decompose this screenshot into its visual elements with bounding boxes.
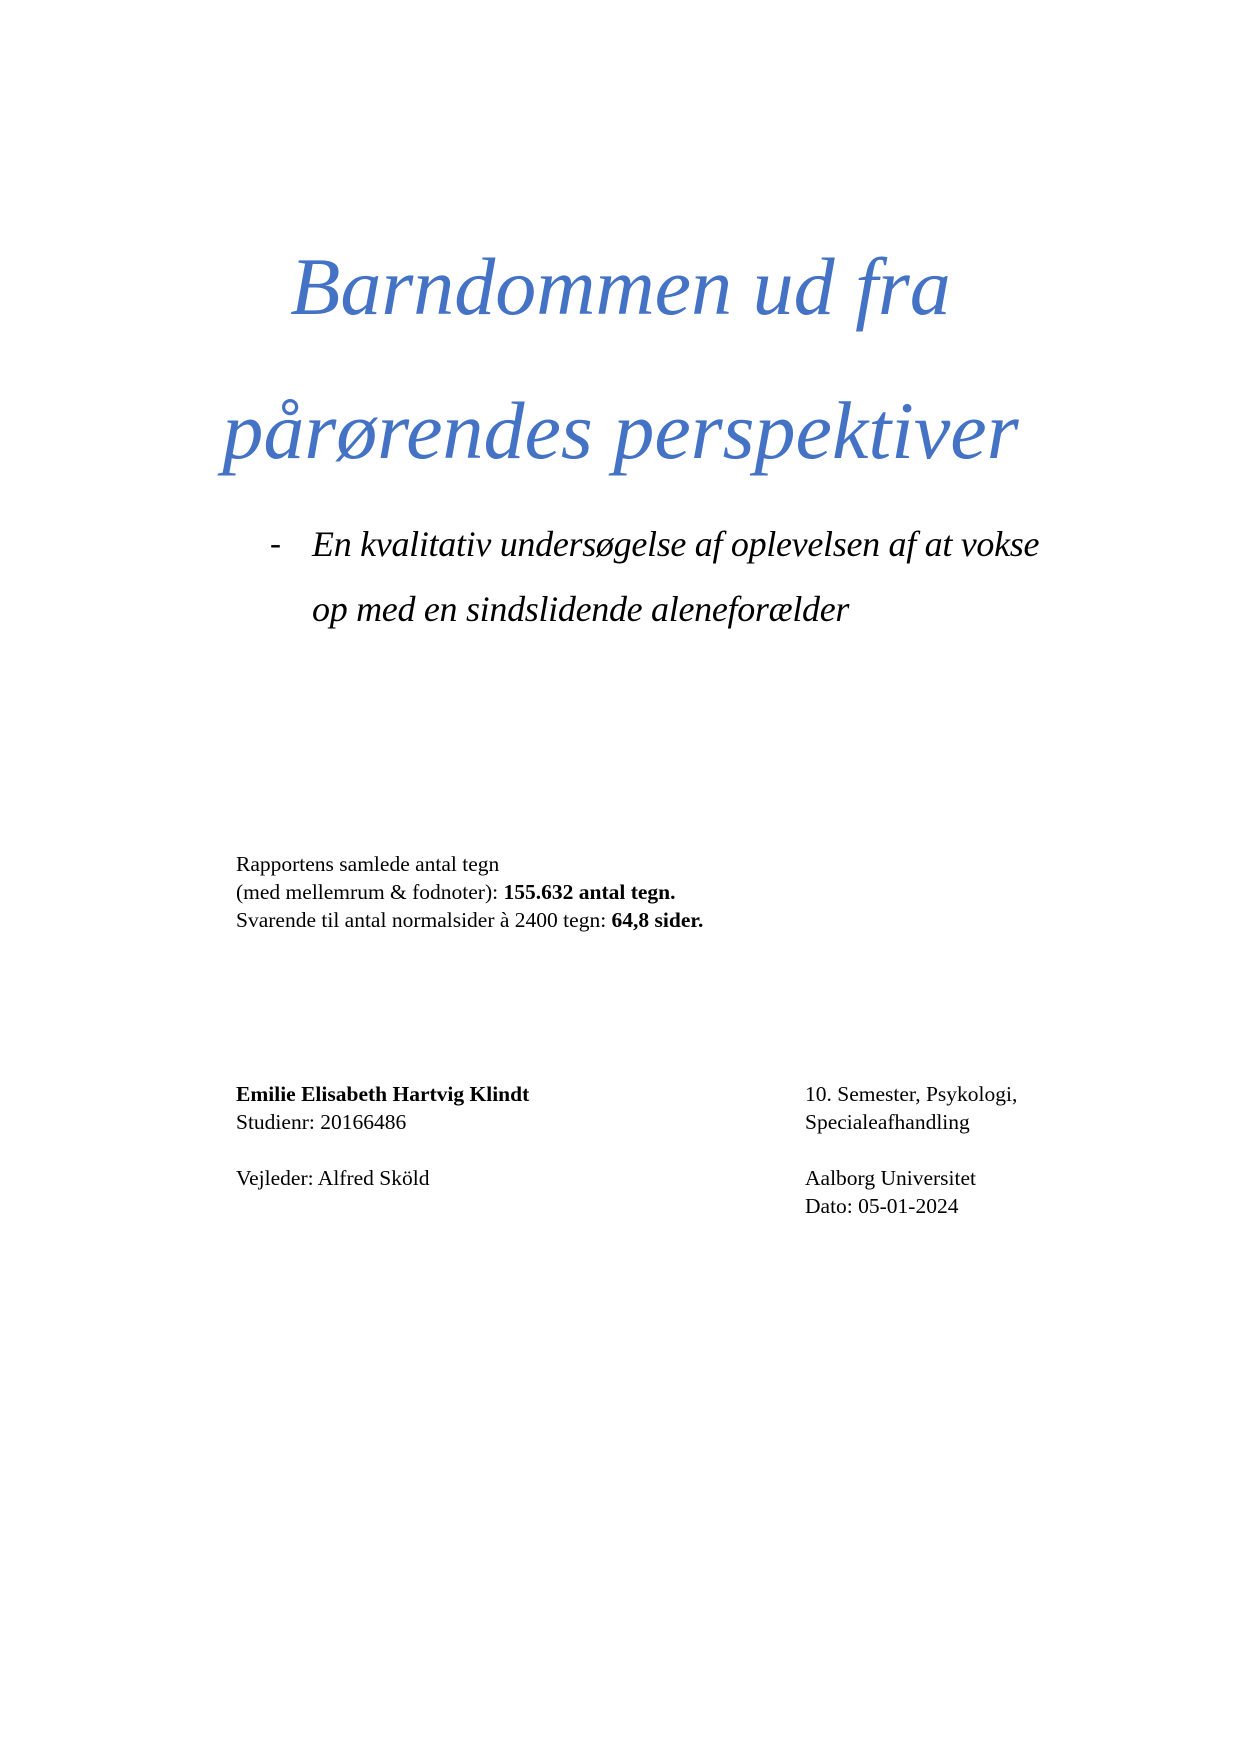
title-line-1: Barndommen ud fra bbox=[290, 241, 951, 332]
spacer bbox=[805, 1136, 1017, 1164]
character-count-block bbox=[236, 850, 703, 934]
info-block bbox=[805, 1080, 1017, 1220]
character-count-prefix: (med mellemrum & fodnoter): bbox=[236, 880, 504, 904]
date: Dato: 05-01-2024 bbox=[805, 1194, 959, 1218]
character-count-label: Rapportens samlede antal tegn bbox=[236, 852, 500, 876]
normal-pages-line bbox=[236, 906, 703, 934]
subtitle-line-1: En kvalitativ undersøgelse af oplevelsen af at vokse bbox=[312, 524, 1040, 564]
thesis-type: Specialeafhandling bbox=[805, 1110, 970, 1134]
supervisor: Vejleder: Alfred Sköld bbox=[236, 1166, 430, 1190]
author-block bbox=[236, 1080, 529, 1192]
author-name: Emilie Elisabeth Hartvig Klindt bbox=[236, 1082, 530, 1106]
character-count-line bbox=[236, 878, 703, 906]
normal-pages-value: 64,8 sider. bbox=[611, 908, 704, 932]
subtitle-line-2: op med en sindslidende aleneforælder bbox=[312, 589, 850, 629]
title-line-2: pårørendes perspektiver bbox=[222, 385, 1019, 476]
student-number: Studienr: 20166486 bbox=[236, 1110, 407, 1134]
semester: 10. Semester, Psykologi, bbox=[805, 1082, 1018, 1106]
character-count-value: 155.632 antal tegn. bbox=[503, 880, 676, 904]
university: Aalborg Universitet bbox=[805, 1166, 976, 1190]
spacer bbox=[236, 1136, 529, 1164]
subtitle-bullet: - bbox=[270, 526, 281, 562]
normal-pages-prefix: Svarende til antal normalsider à 2400 tegn: bbox=[236, 908, 612, 932]
